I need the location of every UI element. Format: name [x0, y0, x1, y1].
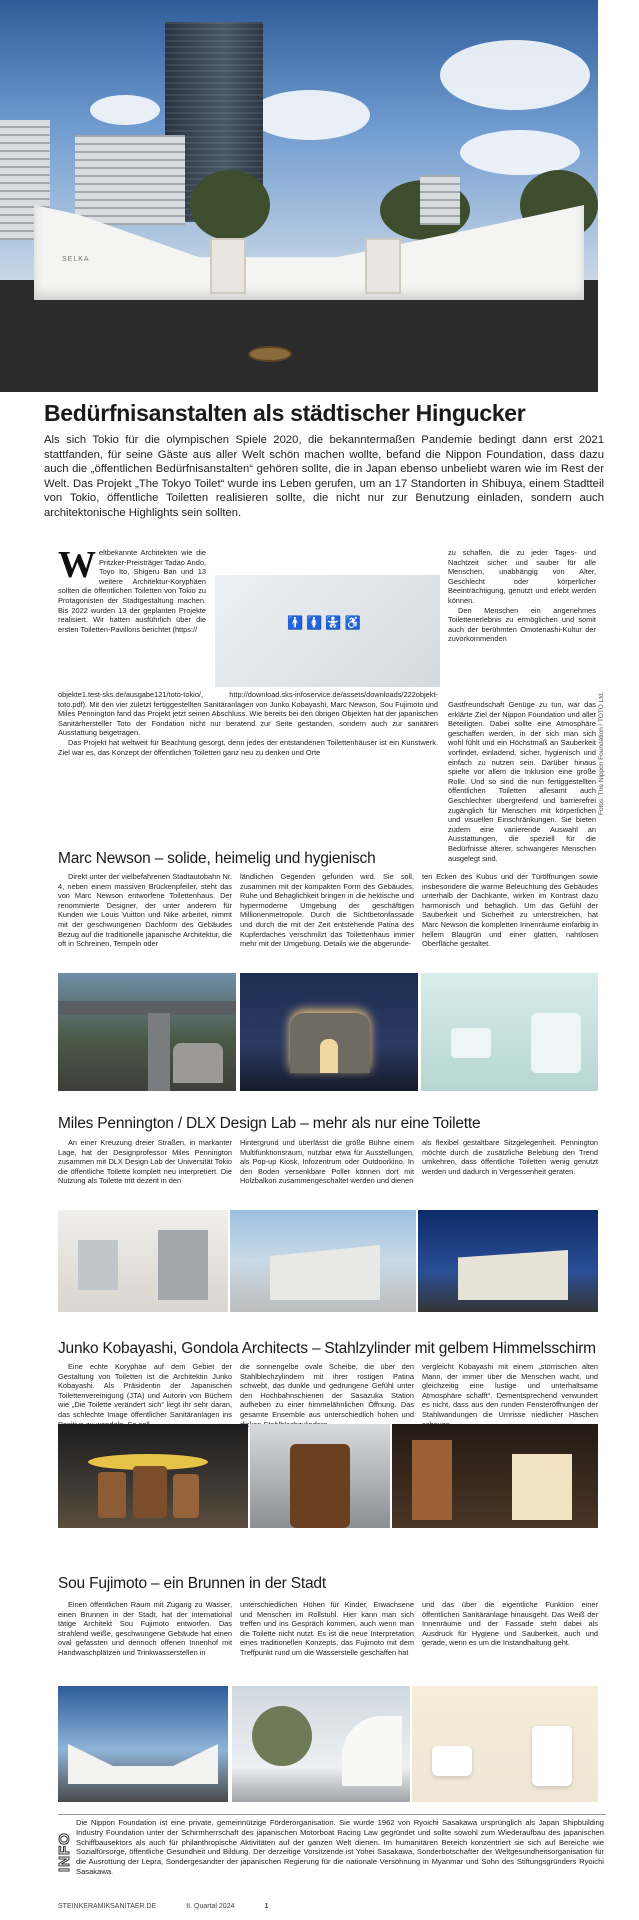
kobayashi-col-2: die sonnengelbe ovale Scheibe, die über den Stahlblechzylindern mit ihrer rostigen Patina schwebt, das dunkle und gedrungene Gefühl unter den Hochbahnschienen der Sasazuka Station aufheben zu einer himmelähnlichen Öffnung. Das gesamte Ensemble aus unterschiedlich hohen und: [240, 1362, 414, 1419]
newson-col-3: ten Ecken des Kubus und der Türöffnungen sowie insbesondere die warme Beleuchtung des Gebäudes unterhalb der Dachkante, wirken im Kontrast dazu harmonisch und behaglich. Um das Gefühl der Sauberkeit und Sicherheit zu unterstreichen, hat Marc Newson die kompletten Innenräume einfarbig in hellem Blaugrün und einer glatten, nahtlosen Oberfläche gestaltet.: [422, 872, 598, 949]
pennington-photo-2: [230, 1210, 416, 1312]
fujimoto-col-2: unterschiedlichen Höhen für Kinder, Erwachsene und Menschen im Rollstuhl. Hier kann man sich treffen und ins Gespräch kommen, auch wenn man die Toilette nicht nutzt. Es ist die neue Interpretation eines traditionellen Konzepts, das Fujimoto mit dem Treffpunkt rund um die Wasserstelle geschaffen hat: [240, 1600, 414, 1657]
intro-text-3c: Gastfreundschaft Genüge zu tun, war das erklärte Ziel der Nippon Foundation und aller Beteiligten. Dabei sollte eine Atmosphäre geschaffen werden, in der sich man sich wohl fühlt und ein Höchstmaß an Sauberkeit vorfindet, einladend, sicher, hygienisch und einfach zu nutzen sein. Darüber hinaus spielte vor allem die Inklusion eine große Rolle. Und so sind die nun fertiggestellten öffentlichen Toiletten allesamt auch Geschlechter übergreifend und barrierefrei zugänglich für Menschen mit körperlichen und visuellen Einschränkungen. Sie bieten zudem eine variierende Auswahl an Ausstattungen, die speziell für die Bedürfnisse älterer, schwangerer Menschen ausgelegt sind.: [448, 700, 596, 863]
photo-credit: Fotos: The Nippon Foundation / TOTO Ltd.: [598, 691, 605, 815]
intro-text-3b: Den Menschen ein angenehmes Toilettenerlebnis zu ermöglichen und somit auch der berühmten Omotenashi-Kultur der zuvorkommenden: [448, 605, 596, 644]
intro-column-1: [58, 544, 206, 634]
pennington-photo-3: [418, 1210, 598, 1312]
intro-column-3: [448, 548, 596, 644]
info-text: Die Nippon Foundation ist eine private, gemeinnützige Förderorganisation. Sie wurde 1962 von Ryoichi Sasakawa ursprünglich als Japan Shipbuilding Industry Foundation unter der Schirmherrschaft des japanischen Motorboat Racing Law gegründet und sollte sowohl zum Wiederaufbau des japanischen Schiffbausektors als auch für philanthropische Aktivitäten auf der ganzen Welt dienen. Im humanitären Bereich konzentriert sie sich auf Bereiche wie Sozialfürsorge, öffentliche Gesundheit und Bildung. Der derzeitige Vorsitzende ist Yohei Sasakawa, Sonderbotschafter der Weltgesundheitsorganisation für die Ausrottung der Lepra, Sondergesandter der japanischen Regierung für die nationale Versöhnung in Myanmar und Sohn des Stiftungsgründers Ryoichi Sasakawa.: [76, 1818, 604, 1876]
fujimoto-col-1: Einen öffentlichen Raum mit Zugang zu Wasser, einen Brunnen in der Stadt, hat der international tätige Architekt Sou Fujimoto entworfen. Das strahlend weiße, geschwungene Gebäude hat einen oval gefassten und dennoch offenen Innenhof mit Handwaschplätzen und Trinkwasserstellen in: [58, 1600, 232, 1657]
kobayashi-col-3: vergleicht Kobayashi mit einem „störrischen alten Mann, der immer über die Menschen wacht, und gleichzeitig eine lustige und unterhaltsame Atmosphäre schafft“. Dementsprechend verwundert es nicht, dass aus den runden Fensteröffnungen der Stahlwandungen die Umrisse niedlicher Häschen: [422, 1362, 598, 1419]
footer-issue: II. Quartal 2024: [186, 1903, 235, 1910]
newson-col-1: Direkt unter der vielbefahrenen Stadtautobahn Nr. 4, neben einem massiven Brückenpfeiler, steht das von Marc Newson entworfene Toilettenhaus. Der renommierte Designer, der unter anderem für Kunden wie Louis Vuitton und Nike arbeitet, nimmt mit der geschwungenen Dachform des Gebäudes Bezug auf die traditionelle japanische Architektur, die oft in Schreinen, Tempeln oder: [58, 872, 232, 949]
lead-paragraph: Als sich Tokio für die olympischen Spiele 2020, die bekanntermaßen Pandemie bedingt dann erst 2021 stattfanden, für seine Gäste aus aller Welt schön machen wollte, befand die Nippon Foundation, dass dazu auch die „öffentlichen Bedürfnisanstalten“ gehören sollte, die in Japan ebenso unbeliebt waren wie im Rest der Welt. Das Projekt „The Tokyo Toilet“ wurde ins Leben gerufen, um an 17 Standorten in Shibuya, einem Stadtteil von Tokio, öffentliche Toiletten realisieren sollte, die nicht nur zur Benutzung einladen, sondern auch architektonische Highlights sein sollten.: [44, 434, 604, 519]
fujimoto-photo-3: [412, 1686, 598, 1802]
toilet-pictogram-icon: 🚹🚺🚼♿: [287, 615, 364, 630]
footer-page-number: 1: [264, 1903, 269, 1910]
newson-photo-2: [240, 973, 418, 1091]
kobayashi-photo-3: [392, 1424, 598, 1528]
pennington-col-1: An einer Kreuzung dreier Straßen, in markanter Lage, hat der Designprofessor Miles Pennington zusammen mit DLX Design Lab der Universität Tokio die öffentliche Toilette komplett neu interpretiert. Die Nutzung als Toilette tritt dezent in den: [58, 1138, 232, 1186]
intro-wide: [58, 690, 438, 757]
fujimoto-col-3: und das über die eigentliche Funktion einer öffentlichen Sanitäranlage hinausgeht. Das Weiß der Innenräume und der Fassade steht dabei als Ausdruck für Hygiene und Sauberkeit, auch und gerade, wenn es um die Instandhaltung geht.: [422, 1600, 598, 1648]
section-title-kobayashi: Junko Kobayashi, Gondola Architects – Stahlzylinder mit gelbem Himmelsschirm: [58, 1340, 596, 1357]
intro-photo-signage: [215, 575, 440, 687]
kobayashi-photo-2: [250, 1424, 390, 1528]
intro-text-3a: zu schaffen, die zu jeder Tages- und Nachtzeit sicher und sauber für alle Menschen, unabhängig von Alter, Geschlecht oder körperlicher Beeinträchtigung, genutzt und erlebt werden können.: [448, 548, 596, 605]
newson-col-2: ländlichen Gegenden gefunden wird. Sie soll, zusammen mit der kompakten Form des Gebäudes, Ruhe und Behaglichkeit bringen in die hektische und hypermoderne Umgebung der geschäftigen Millionenmetropole. Durch die Sichtbetonfassade und durch die mit der Zeit entstehende Patina des Kupferdaches verschmilzt das Toilettenhaus immer mehr mit der Umgebung. Details wie die abgerunde-: [240, 872, 414, 949]
footer: [58, 1903, 296, 1910]
dropcap: W: [58, 544, 96, 586]
hero-sign: SELKA: [62, 256, 90, 263]
page-title: Bedürfnisanstalten als städtischer Hingucker: [44, 400, 526, 426]
newson-photo-1: [58, 973, 236, 1091]
fujimoto-photo-1: [58, 1686, 228, 1802]
pennington-col-3: als flexibel gestaltbare Sitzgelegenheit. Pennington möchte durch die zusätzliche Belebung den Trend umkehren, dass öffentliche Toiletten wenig genutzt werden und dadurch in Vergessenheit geraten.: [422, 1138, 598, 1176]
manhole-cover: [248, 346, 292, 362]
intro-text-wide: objekte1.test-sks.de/ausgabe121/toto-tokio/, http://download.sks-infoservice.de/assets/downloads/222objekt-toto.pdf). Mit den vier zuletzt fertiggestellten Sanitäranlagen von Junko Kobayashi, Marc Newson, Sou Fujimoto und Miles Pennington fand das Projekt jetzt seinen Abschluss. Wie bereits bei den übrigen Objekten hat der japanischen Sanitärhersteller Toto der Fondation nicht nur beratend zur Seite gestanden, sondern auch zur sanitären Ausstattung beigetragen.: [58, 690, 438, 738]
kobayashi-photo-1: [58, 1424, 248, 1528]
pennington-photo-1: [58, 1210, 228, 1312]
info-label: [56, 1816, 72, 1886]
fujimoto-photo-2: [232, 1686, 410, 1802]
info-label-text: INFO: [56, 1832, 73, 1872]
kobayashi-col-1: Eine echte Koryphäe auf dem Gebiet der Gestaltung von Toiletten ist die Architektin Junko Kobayashi. Als Präsidentin der Japanischen Toilettenvereinigung (JTA) und Autorin von Büchern wie „Die Toilette verändert sich“ liegt ihr sehr daran, das schlechte Image öffentlicher Sanitäranlagen ins: [58, 1362, 232, 1419]
intro-text-wide2: Das Projekt hat weltweit für Beachtung gesorgt, denn jedes der entstandenen Toilettenhäuser ist ein Kunstwerk. Ziel war es, das Konzept der öffentlichen Toiletten ganz neu zu denken und Orte: [58, 737, 438, 757]
section-title-newson: Marc Newson – solide, heimelig und hygienisch: [58, 850, 376, 867]
hero-photo: [0, 0, 598, 392]
newson-photo-3: [421, 973, 598, 1091]
footer-site: STEINKERAMIKSANITAER.DE: [58, 1903, 157, 1910]
pennington-col-2: Hintergrund und überlässt die große Bühne einem Multifunktionsraum, nutzbar etwa für Ausstellungen, als Pop-up Kiosk, Infozentrum oder Outdoorkino. In den Boden versenkbare Poller können dort mit Holzbalkon zusammengeschaltet werden und dienen: [240, 1138, 414, 1186]
section-title-fujimoto: Sou Fujimoto – ein Brunnen in der Stadt: [58, 1575, 326, 1592]
section-title-pennington: Miles Pennington / DLX Design Lab – mehr als nur eine Toilette: [58, 1115, 481, 1132]
intro-text-1: eltbekannte Architekten wie die Pritzker-Preisträger Tadao Ando, Toyo Ito, Shigeru Ban und 13 weitere Architektur-Koryphäen sollten die öffentlichen Toiletten von Tokio zu Protagonisten der Stadtgestaltung machen. Bis 2022 wurden 13 der geplanten Projekte realisiert. Wir hatten ausführlich über die ersten Toiletten-Pavillons berichtet (https://: [58, 548, 206, 634]
